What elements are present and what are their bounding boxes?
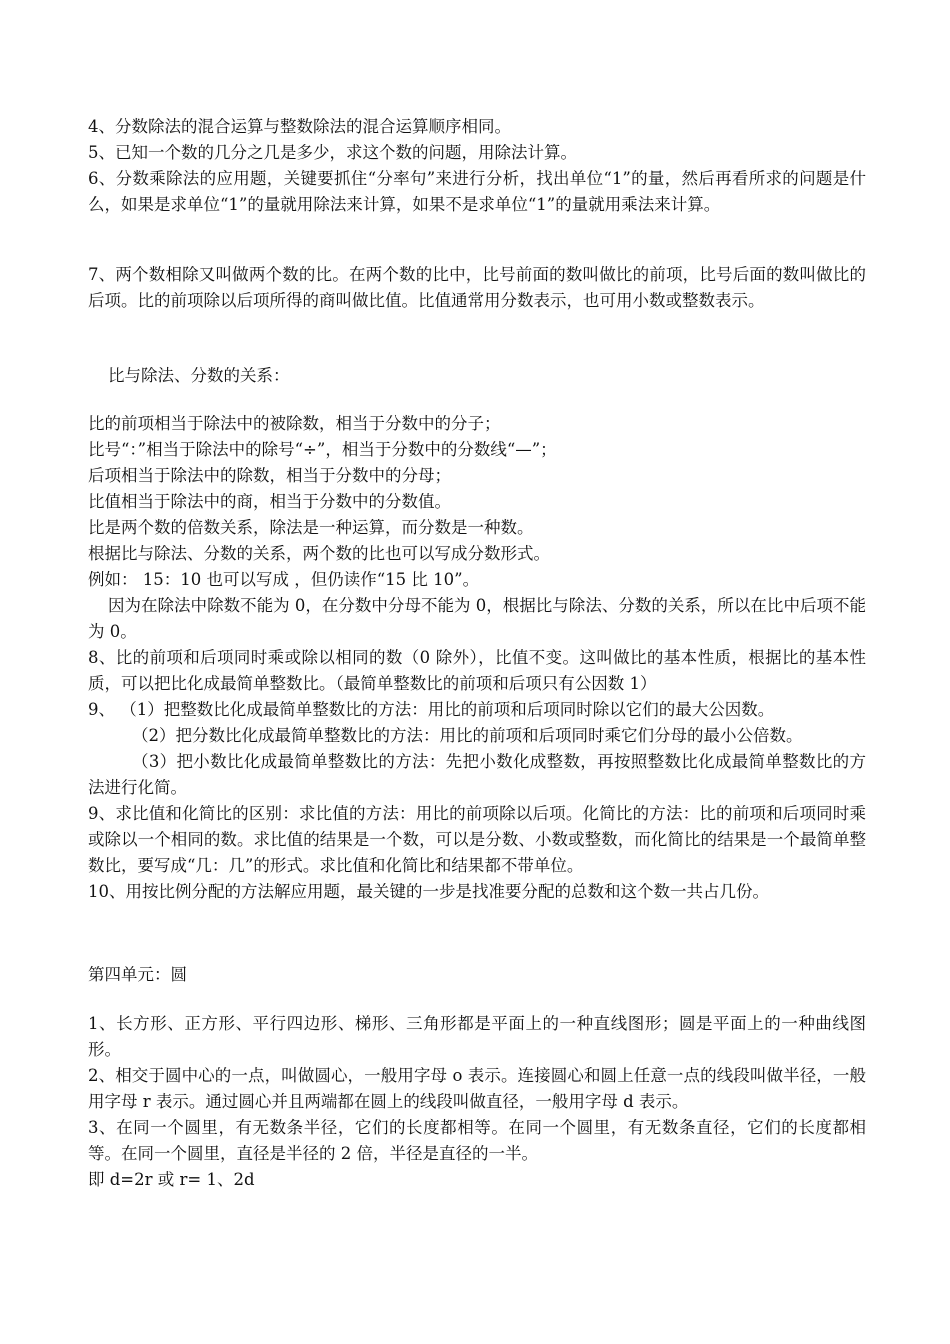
relation-line: 比是两个数的倍数关系，除法是一种运算，而分数是一种数。 [88, 518, 534, 537]
paragraph-10: 10、用按比例分配的方法解应用题，最关键的一步是找准要分配的总数和这个数一共占几份。 [88, 882, 769, 901]
section-unit-heading [88, 962, 866, 988]
section-circle [88, 1011, 866, 1193]
paragraph-5: 5、已知一个数的几分之几是多少，求这个数的问题，用除法计算。 [88, 143, 577, 162]
section-relations [88, 411, 866, 905]
paragraph-9-ratio-vs-simplify: 9、求比值和化简比的区别：求比值的方法：用比的前项除以后项。化简比的方法：比的前项和后项同时乘或除以一个相同的数。求比值的结果是一个数，可以是分数、小数或整数，而化简比的结果是一个最简单整数比，要写成“几：几”的形式。求比值和化简比和结果都不带单位。 [88, 804, 866, 875]
circle-paragraph-3: 3、在同一个圆里，有无数条半径，它们的长度都相等。在同一个圆里，有无数条直径，它们的长度都相等。在同一个圆里，直径是半径的 2 倍，半径是直径的一半。 [88, 1118, 866, 1163]
paragraph-9-3: （3）把小数比化成最简单整数比的方法：先把小数化成整数，再按照整数比化成最简单整数比的方法进行化简。 [88, 752, 866, 797]
paragraph-6: 6、分数乘除法的应用题，关键要抓住“分率句”来进行分析，找出单位“1”的量，然后再看所求的问题是什么，如果是求单位“1”的量就用除法来计算，如果不是求单位“1”的量就用乘法来计算。 [88, 169, 866, 214]
circle-paragraph-2: 2、相交于圆中心的一点，叫做圆心，一般用字母 o 表示。连接圆心和圆上任意一点的线段叫做半径，一般用字母 r 表示。通过圆心并且两端都在圆上的线段叫做直径，一般用字母 d 表示。 [88, 1066, 866, 1111]
section-fraction-division [88, 114, 866, 218]
relation-line: 后项相当于除法中的除数，相当于分数中的分母； [88, 466, 451, 485]
relation-line: 比号“：”相当于除法中的除号“÷”，相当于分数中的分数线“—”； [88, 440, 557, 459]
paragraph-8: 8、比的前项和后项同时乘或除以相同的数（0 除外），比值不变。这叫做比的基本性质，根据比的基本性质，可以把比化成最简单整数比。（最简单整数比的前项和后项只有公因数 1） [88, 648, 866, 693]
paragraph-4: 4、分数除法的混合运算与整数除法的混合运算顺序相同。 [88, 117, 511, 136]
paragraph-9-1: 9、 （1）把整数比化成最简单整数比的方法：用比的前项和后项同时除以它们的最大公因数。 [88, 700, 775, 719]
paragraph-9-2: （2）把分数比化成最简单整数比的方法：用比的前项和后项同时乘它们分母的最小公倍数。 [132, 726, 803, 745]
relation-heading: 比与除法、分数的关系： [108, 366, 290, 385]
circle-formula: 即 d=2r 或 r= 1、2d [88, 1170, 255, 1189]
example-line: 例如： 15：10 也可以写成 ，但仍读作“15 比 10”。 [88, 570, 480, 589]
relation-line: 根据比与除法、分数的关系，两个数的比也可以写成分数形式。 [88, 544, 550, 563]
relation-line: 比的前项相当于除法中的被除数，相当于分数中的分子； [88, 414, 501, 433]
zero-rule-paragraph: 因为在除法中除数不能为 0，在分数中分母不能为 0，根据比与除法、分数的关系，所以在比中后项不能为 0。 [88, 596, 866, 641]
circle-paragraph-1: 1、长方形、正方形、平行四边形、梯形、三角形都是平面上的一种直线图形；圆是平面上的一种曲线图形。 [88, 1014, 866, 1059]
unit-heading: 第四单元：圆 [88, 965, 187, 984]
section-ratio-definition [88, 262, 866, 314]
relation-line: 比值相当于除法中的商，相当于分数中的分数值。 [88, 492, 451, 511]
paragraph-7: 7、两个数相除又叫做两个数的比。在两个数的比中，比号前面的数叫做比的前项，比号后面的数叫做比的后项。比的前项除以后项所得的商叫做比值。比值通常用分数表示，也可用小数或整数表示。 [88, 265, 866, 310]
section-relation-heading [88, 363, 866, 389]
